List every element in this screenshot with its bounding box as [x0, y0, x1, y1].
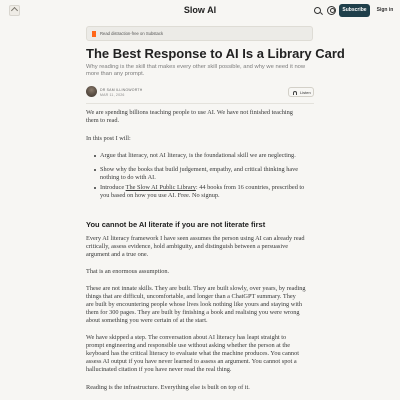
library-link[interactable]: The Slow AI Public Library — [125, 184, 196, 191]
paragraph: These are not innate skills. They are built. They are built slowly, over years, by reading — [86, 285, 306, 292]
publish-date: MAR 11, 2026 — [100, 93, 125, 97]
list-item: Argue that literacy, not AI literacy, is the foundational skill we are neglecting. — [100, 152, 296, 159]
top-bar — [0, 0, 400, 23]
site-title[interactable]: Slow AI — [183, 5, 217, 15]
list-item: you based on how you use AI. Free. No signup. — [100, 192, 220, 199]
paragraph: Reading is the infrastructure. Everything else is built on top of it. — [86, 384, 250, 391]
article-title: The Best Response to AI Is a Library Card — [86, 46, 345, 61]
list-item: nothing to do with AI. — [100, 174, 156, 181]
paragraph: assess AI output if you have never learned to assess an argument. You cannot spot a — [86, 358, 297, 365]
paragraph: We have skipped a step. The conversation about AI literacy has leapt straight to — [86, 334, 287, 341]
listen-label: Listen — [300, 90, 311, 95]
bullet — [94, 187, 96, 189]
list-item-text: Introduce — [100, 184, 126, 191]
paragraph: prompt engineering and responsible use without asking whether the person at the — [86, 342, 291, 349]
paragraph: In this post I will: — [86, 135, 131, 142]
search-icon[interactable] — [314, 7, 321, 14]
divider — [86, 103, 314, 104]
author-avatar[interactable] — [86, 86, 97, 97]
article-subtitle: Why reading is the skill that makes every other skill possible, and why we need it now more than any prompt. — [86, 64, 306, 77]
paragraph: That is an enormous assumption. — [86, 268, 170, 275]
bullet — [94, 169, 96, 171]
list-item: Show why the books that build judgement, empathy, and critical thinking have — [100, 166, 299, 173]
bullet — [94, 155, 96, 157]
section-heading: You cannot be AI literate if you are not literate first — [86, 220, 266, 229]
paragraph: about something you were certain of at the start. — [86, 317, 208, 324]
paragraph: things that are difficult, uncomfortable, and longer than a ChatGPT summary. They — [86, 293, 296, 300]
author-name[interactable]: DR SAM ILLINGWORTH — [100, 88, 143, 92]
paragraph: hallucinated citation if you have never read the real thing. — [86, 366, 232, 373]
paragraph: them for 300 pages. They are built by finishing a book and realising you were wrong — [86, 309, 300, 316]
paragraph: Every AI literacy framework I have seen assumes the person using AI can already read — [86, 235, 305, 242]
paragraph: critically, assess evidence, hold ambiguity, and distinguish between a persuasive — [86, 243, 289, 250]
listen-button[interactable] — [288, 87, 314, 97]
paragraph: We are spending billions teaching people to use AI. We have not finished teaching — [86, 109, 293, 116]
paragraph: argument and a true one. — [86, 251, 149, 258]
subscribe-button[interactable]: Subscribe — [339, 4, 370, 17]
paragraph: keyboard has the critical literacy to evaluate what the machine produces. You cannot — [86, 350, 299, 357]
headphones-icon — [293, 91, 297, 95]
sign-in-button[interactable]: Sign in — [376, 7, 394, 13]
substack-icon — [92, 31, 96, 37]
user-icon[interactable] — [327, 6, 336, 15]
list-item-text: : 44 books from 16 countries, prescribed to — [195, 184, 305, 191]
app-banner[interactable] — [86, 26, 313, 41]
paragraph: are built by encountering people whose lives look nothing like yours and staying with — [86, 301, 302, 308]
banner-text: Read distraction-free on Substack — [100, 31, 164, 36]
paragraph: them to read. — [86, 117, 120, 124]
